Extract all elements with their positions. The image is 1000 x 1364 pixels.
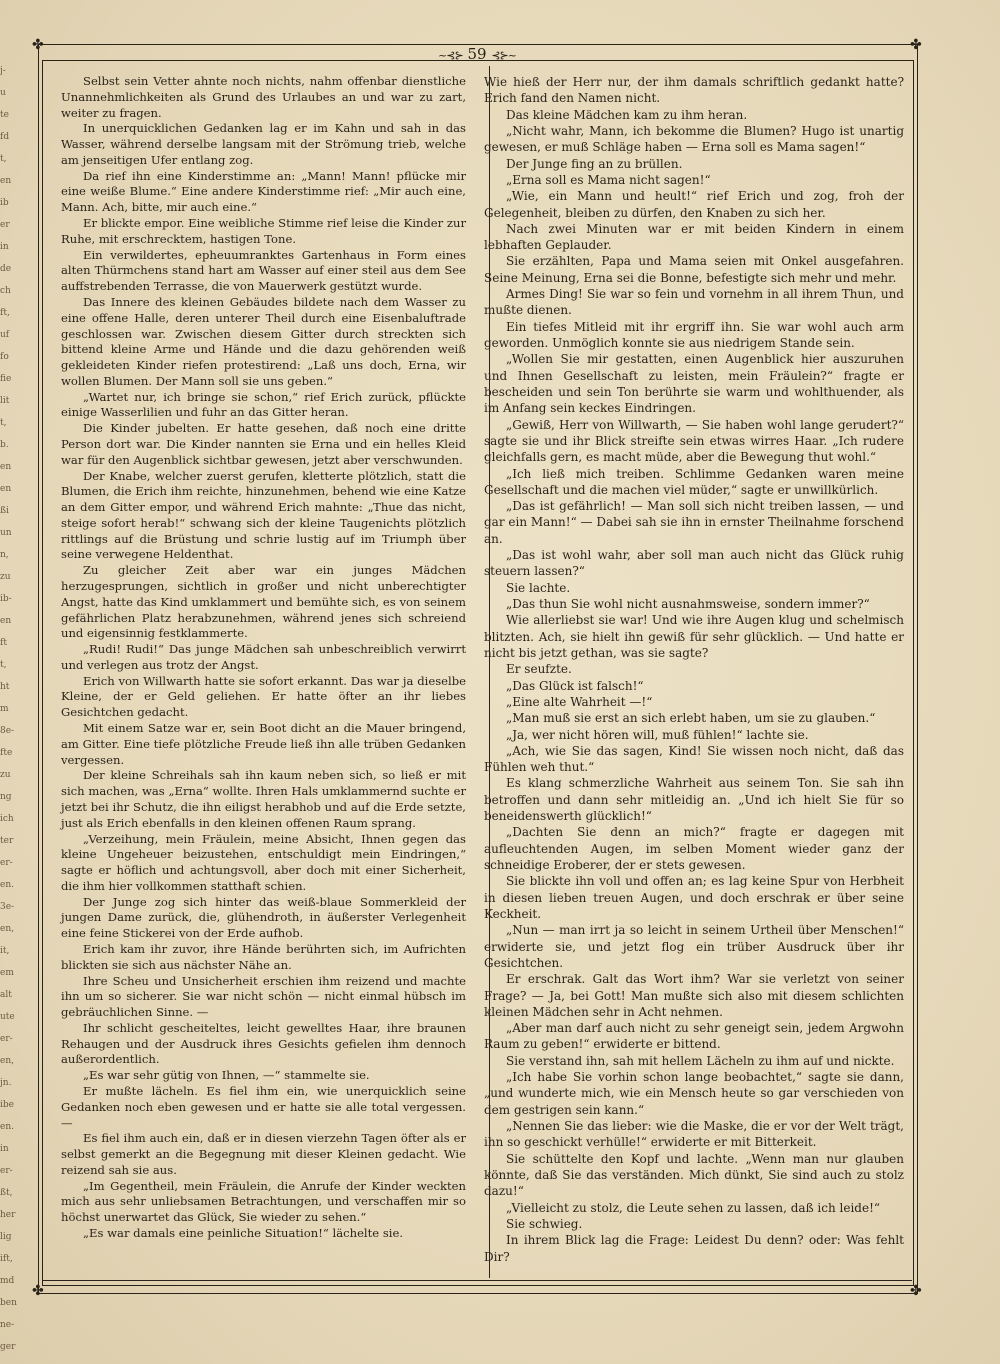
- edge-fragment: en.: [0, 1122, 14, 1132]
- paragraph: „Ach, wie Sie das sagen, Kind! Sie wissen noch nicht, daß das Fühlen weh thut.“: [484, 743, 904, 775]
- paragraph: „Ich habe Sie vorhin schon lange beobachtet,“ sagte sie dann, „und wunderte mich, wie ein Mensch heute so gar verschieden von dem gestrigen sein kann.“: [484, 1070, 904, 1117]
- paragraph: Erich von Willwarth hatte sie sofort erkannt. Das war ja dieselbe Kleine, der er Geld geliehen. Er hatte öfter an ihr liebes Gesichtchen gedacht.: [61, 673, 466, 720]
- edge-fragment: zu: [0, 572, 11, 582]
- paragraph: Der Junge fing an zu brüllen.: [506, 156, 683, 171]
- paragraph: Da rief ihn eine Kinderstimme an: „Mann! Mann! pflücke mir eine weiße Blume.“ Eine andere Kinderstimme rief: „Mir auch eine, Mann. Ach, bitte, mir auch eine.“: [61, 168, 466, 215]
- edge-fragment: ng: [0, 792, 12, 802]
- paragraph: Wie hieß der Herr nur, der ihm damals schriftlich gedankt hatte? Erich fand den Namen nicht.: [484, 75, 904, 106]
- paragraph: Sie verstand ihn, sah mit hellem Lächeln zu ihm auf und nickte.: [506, 1053, 895, 1068]
- paragraph: Er blickte empor. Eine weibliche Stimme rief leise die Kinder zur Ruhe, mit erschrecktem, hastigen Tone.: [61, 216, 467, 246]
- paragraph: „Man muß sie erst an sich erlebt haben, um sie zu glauben.“: [506, 711, 876, 726]
- edge-fragment: jn.: [0, 1078, 12, 1088]
- edge-fragment: en,: [0, 924, 14, 934]
- edge-fragment: ute: [0, 1012, 15, 1022]
- edge-fragment: t,: [0, 660, 7, 670]
- edge-fragment: ßt,: [0, 1188, 13, 1198]
- paragraph: Nach zwei Minuten war er mit beiden Kindern in einem lebhaften Geplauder.: [484, 221, 904, 253]
- paragraph: Er seufzte.: [506, 662, 572, 677]
- edge-fragment: ft: [0, 638, 7, 648]
- edge-fragment: en: [0, 462, 12, 472]
- paragraph: Der kleine Schreihals sah ihn kaum neben sich, so ließ er mit sich machen, was „Erna“ wollte. Ihren Hals umklammernd suchte er jetzt bei ihr Schutz, die ihn eiligst herabhob und auf die Erde setzte, just als Erich ebenfalls in den kleinen offenen Raum sprang.: [61, 768, 466, 830]
- corner-ornament-icon: ✤: [910, 1283, 922, 1299]
- edge-fragment: er: [0, 220, 10, 230]
- paragraph: Ein tiefes Mitleid mit ihr ergriff ihn. Sie war wohl auch arm geworden. Unmöglich konnte sie aus niedrigem Stande sein.: [484, 319, 904, 350]
- edge-fragment: j-: [0, 66, 6, 76]
- paragraph: „Es war sehr gütig von Ihnen, —“ stammelte sie.: [83, 1068, 370, 1083]
- edge-fragment: 8e-: [0, 726, 15, 736]
- page-number: 59: [467, 45, 487, 63]
- paragraph: Ihre Scheu und Unsicherheit erschien ihm reizend und machte ihn um so sicherer. Sie war nicht schön — nicht einmal hübsch im gebräuchlichen Sinne. —: [61, 973, 466, 1020]
- edge-fragment: en: [0, 176, 12, 186]
- paragraph: Sie erzählten, Papa und Mama seien mit Onkel ausgefahren. Seine Meinung, Erna sei die Bonne, befestigte sich mehr und mehr.: [484, 254, 904, 285]
- bottom-rule: [42, 1280, 912, 1286]
- edge-fragment: her: [0, 1210, 16, 1220]
- paragraph: Es klang schmerzliche Wahrheit aus seinem Ton. Sie sah ihn betroffen und dann sehr mitleidig an. „Und ich hielt Sie für so beneidenswerth glücklich!“: [484, 776, 904, 824]
- edge-fragment: ibe: [0, 1100, 14, 1110]
- corner-ornament-icon: ✤: [32, 1283, 44, 1299]
- paragraph: Sie schwieg.: [506, 1216, 583, 1231]
- paragraph: „Das thun Sie wohl nicht ausnahmsweise, sondern immer?“: [506, 597, 870, 611]
- paragraph: „Erna soll es Mama nicht sagen!“: [506, 172, 711, 187]
- edge-fragment: em: [0, 968, 14, 978]
- edge-fragment: fo: [0, 352, 9, 362]
- adjacent-page-edge: [0, 60, 17, 1352]
- paragraph: „Vielleicht zu stolz, die Leute sehen zu lassen, daß ich leide!“: [506, 1200, 881, 1215]
- paragraph: Der Junge zog sich hinter das weiß-blaue Sommerkleid der jungen Dame zurück, die, glühendroth, in äußerster Verlegenheit eine feine Stickerei von der Erde aufhob.: [61, 894, 466, 941]
- edge-fragment: en.: [0, 880, 14, 890]
- paragraph: Der Knabe, welcher zuerst gerufen, kletterte plötzlich, statt die Blumen, die Erich ihm reichte, hinzunehmen, behend wie eine Katze an dem Gitter empor, und während Erich mahnte: „Thue das nicht, steige sofort herab!“ schwang sich der kleine Taugenichts plötzlich rittlings auf die Brüstung und schrie lustig auf im Triumph über seine verwegene Heldenthat.: [61, 468, 466, 562]
- edge-fragment: ter: [0, 836, 14, 846]
- paragraph: Sie schüttelte den Kopf und lachte. „Wenn man nur glauben könnte, daß Sie das verständen. Mich dünkt, Sie sind auch zu stolz dazu!“: [484, 1151, 904, 1199]
- edge-fragment: ft,: [0, 308, 10, 318]
- paragraph: „Wartet nur, ich bringe sie schon,“ rief Erich zurück, pflückte einige Wasserlilien und fuhr an das Gitter heran.: [61, 389, 466, 420]
- right-column: [484, 74, 904, 1265]
- paragraph: „Nun — man irrt ja so leicht in seinem Urtheil über Menschen!“ erwiderte sie, und jetzt flog ein trüber Ausdruck über ihr Gesichtchen.: [484, 923, 904, 970]
- edge-fragment: ne-: [0, 1320, 15, 1330]
- paragraph: Ein verwildertes, epheuumranktes Gartenhaus in Form eines alten Thürmchens stand hart am Wasser auf einer steil aus dem See auffstrebenden Terrasse, die von Mauerwerk gestützt wurde.: [61, 247, 466, 294]
- paragraph: „Rudi! Rudi!“ Das junge Mädchen sah unbeschreiblich verwirrt und verlegen aus trotz der Angst.: [61, 642, 466, 672]
- edge-fragment: ht: [0, 682, 10, 692]
- edge-fragment: fie: [0, 374, 12, 384]
- left-column: [61, 74, 466, 1242]
- paragraph: In ihrem Blick lag die Frage: Leidest Du denn? oder: Was fehlt Dir?: [484, 1233, 904, 1264]
- edge-fragment: in: [0, 1144, 9, 1154]
- edge-fragment: ben: [0, 1298, 17, 1308]
- edge-fragment: lig: [0, 1232, 12, 1242]
- paragraph: „Aber man darf auch nicht zu sehr geneigt sein, jedem Argwohn Raum zu geben!“ erwiderte er bittend.: [484, 1021, 904, 1052]
- paragraph: Sie blickte ihn voll und offen an; es lag keine Spur von Herbheit in diesen lieben treuen Augen, und doch erschrak er über seine Keckheit.: [484, 874, 904, 921]
- edge-fragment: 3e-: [0, 902, 15, 912]
- paragraph: Selbst sein Vetter ahnte noch nichts, nahm offenbar dienstliche Unannehmlichkeiten als Grund des Urlaubes an und war zu zart, weiter zu fragen.: [61, 74, 466, 120]
- edge-fragment: ib: [0, 198, 9, 208]
- edge-fragment: fd: [0, 132, 10, 142]
- paragraph: „Wollen Sie mir gestatten, einen Augenblick hier auszuruhen und Ihnen Gesellschaft zu leisten, mein Fräulein?“ fragte er bescheiden und sein Ton berührte sie warm und wohlthuender, als im Anfang sein keckes Eindringen.: [484, 352, 904, 416]
- paragraph: „Eine alte Wahrheit —!“: [506, 694, 653, 709]
- edge-fragment: un: [0, 528, 12, 538]
- edge-fragment: t,: [0, 154, 7, 164]
- edge-fragment: ib-: [0, 594, 12, 604]
- edge-fragment: fte: [0, 748, 13, 758]
- paragraph: Armes Ding! Sie war so fein und vornehm in all ihrem Thun, und mußte dienen.: [484, 287, 904, 318]
- paragraph: Sie lachte.: [506, 580, 571, 595]
- paragraph: „Im Gegentheil, mein Fräulein, die Anrufe der Kinder weckten mich aus sehr unliebsamen Betrachtungen, und verschaffen mir so höchst unerwartet das Glück, Sie wieder zu sehen.“: [61, 1178, 466, 1225]
- edge-fragment: m: [0, 704, 9, 714]
- edge-fragment: in: [0, 242, 9, 252]
- edge-fragment: it,: [0, 946, 10, 956]
- paragraph: Das Innere des kleinen Gebäudes bildete nach dem Wasser zu eine offene Halle, deren unterer Theil durch eine Eisenbaluftrade geschlossen war. Zwischen diesem Gitter durch streckten sich bittend kleine Arme und Hände und die dazu gehörenden weiß gekleideten Kinder riefen protestirend: „Laß uns doch, Erna, wir wollen Blumen. Der Mann soll sie uns geben.“: [61, 294, 466, 388]
- paragraph: „Ja, wer nicht hören will, muß fühlen!“ lachte sie.: [506, 727, 809, 742]
- edge-fragment: ift,: [0, 1254, 13, 1264]
- paragraph: „Gewiß, Herr von Willwarth, — Sie haben wohl lange gerudert?“ sagte sie und ihr Blick streifte sein etwas wirres Haar. „Ich rudere gleichfalls gern, es macht müde, aber die Bewegung thut wohl.“: [484, 417, 904, 465]
- paragraph: „Das ist wohl wahr, aber soll man auch nicht das Glück ruhig steuern lassen?“: [484, 548, 904, 579]
- paragraph: „Wie, ein Mann und heult!“ rief Erich und zog, froh der Gelegenheit, bleiben zu dürfen, den Knaben zu sich her.: [484, 189, 904, 220]
- paragraph: Er erschrak. Galt das Wort ihm? War sie verletzt von seiner Frage? — Ja, bei Gott! Man mußte sich also mit diesem schlichten kleinen Mädchen sehr in Acht nehmen.: [484, 972, 904, 1019]
- paragraph: Erich kam ihr zuvor, ihre Hände berührten sich, im Aufrichten blickten sie sich aus nächster Nähe an.: [61, 941, 466, 972]
- edge-fragment: te: [0, 110, 9, 120]
- edge-fragment: uf: [0, 330, 10, 340]
- edge-fragment: ßi: [0, 506, 9, 516]
- paragraph: Mit einem Satze war er, sein Boot dicht an die Mauer bringend, am Gitter. Eine tiefe plötzliche Freude ließ ihn alle trüben Gedanken vergessen.: [61, 721, 466, 767]
- edge-fragment: de: [0, 264, 12, 274]
- paragraph: Zu gleicher Zeit aber war ein junges Mädchen herzugesprungen, sichtlich in großer und nicht unberechtigter Angst, hatte das Kind umklammert und bemühte sich, es von seinem gefährlichen Platz herabzunehmen, während jenes sich schreiend und eigensinnig festklammerte.: [61, 563, 466, 641]
- paragraph: Er mußte lächeln. Es fiel ihm ein, wie unerquicklich seine Gedanken noch eben gewesen und er hatte sie alle total vergessen. —: [61, 1084, 466, 1130]
- paragraph: Es fiel ihm auch ein, daß er in diesen vierzehn Tagen öfter als er selbst gemerkt an die Begegnung mit dieser Kleinen gedacht. Wie reizend sah sie aus.: [61, 1131, 466, 1177]
- corner-ornament-icon: ✤: [910, 37, 922, 53]
- paragraph: „Das ist gefährlich! — Man soll sich nicht treiben lassen, — und gar ein Mann!“ — Dabei sah sie ihn in ernster Theilnahme forschend an.: [484, 499, 904, 546]
- paragraph: In unerquicklichen Gedanken lag er im Kahn und sah in das Wasser, während derselbe langsam mit der Strömung trieb, welche am jenseitigen Ufer entlang zog.: [61, 121, 466, 167]
- edge-fragment: ch: [0, 286, 11, 296]
- paragraph: „Ich ließ mich treiben. Schlimme Gedanken waren meine Gesellschaft und die machen viel müder,“ sagte er unwillkürlich.: [484, 466, 904, 497]
- edge-fragment: md: [0, 1276, 15, 1286]
- page-header: [42, 46, 912, 62]
- flourish-right-icon: ⊰⊱~: [491, 49, 516, 62]
- edge-fragment: er-: [0, 858, 13, 868]
- edge-fragment: ich: [0, 814, 14, 824]
- paragraph: Wie allerliebst sie war! Und wie ihre Augen klug und schelmisch blitzten. Ach, sie hielt ihn gewiß für sehr glücklich. — Und hatte er nicht bis jetzt gethan, was sie sagte?: [484, 613, 904, 660]
- edge-fragment: alt: [0, 990, 12, 1000]
- edge-fragment: zu: [0, 770, 11, 780]
- edge-fragment: er-: [0, 1034, 13, 1044]
- paragraph: Das kleine Mädchen kam zu ihm heran.: [506, 107, 748, 122]
- edge-fragment: er-: [0, 1166, 13, 1176]
- paragraph: „Verzeihung, mein Fräulein, meine Absicht, Ihnen gegen das kleine Ungeheuer beizustehen, entschuldigt mein Eindringen,“ sagte er höflich und achtungsvoll, aber doch mit einer Sicherheit, die ihm hier vollkommen statthaft schien.: [61, 831, 466, 893]
- edge-fragment: n,: [0, 550, 9, 560]
- edge-fragment: lit: [0, 396, 10, 406]
- edge-fragment: b.: [0, 440, 9, 450]
- paragraph: „Es war damals eine peinliche Situation!“ lächelte sie.: [83, 1226, 404, 1241]
- edge-fragment: t,: [0, 418, 7, 428]
- paragraph: Ihr schlicht gescheiteltes, leicht gewelltes Haar, ihre braunen Rehaugen und der Ausdruck ihres Gesichts gefielen ihm dennoch außerordentlich.: [61, 1020, 466, 1067]
- paragraph: „Nennen Sie das lieber: wie die Maske, die er vor der Welt trägt, ihn so geschickt verhülle!“ erwiderte er mit Bitterkeit.: [484, 1119, 904, 1150]
- paragraph: „Dachten Sie denn an mich?“ fragte er dagegen mit aufleuchtenden Augen, im selben Moment wieder ganz der schneidige Eroberer, der er stets gewesen.: [484, 825, 904, 872]
- paragraph: „Nicht wahr, Mann, ich bekomme die Blumen? Hugo ist unartig gewesen, er muß Schläge haben — Erna soll es Mama sagen!“: [484, 123, 904, 155]
- edge-fragment: en: [0, 616, 12, 626]
- edge-fragment: u: [0, 88, 6, 98]
- edge-fragment: ger: [0, 1342, 16, 1352]
- paragraph: Die Kinder jubelten. Er hatte gesehen, daß noch eine dritte Person dort war. Die Kinder nannten sie Erna und ein helles Kleid war für den Augenblick sichtbar gewesen, jetzt aber verschwunden.: [61, 421, 466, 467]
- paragraph: „Das Glück ist falsch!“: [506, 678, 644, 693]
- corner-ornament-icon: ✤: [32, 37, 44, 53]
- edge-fragment: en,: [0, 1056, 14, 1066]
- flourish-left-icon: ~⊰⊱: [438, 49, 463, 62]
- edge-fragment: en: [0, 484, 12, 494]
